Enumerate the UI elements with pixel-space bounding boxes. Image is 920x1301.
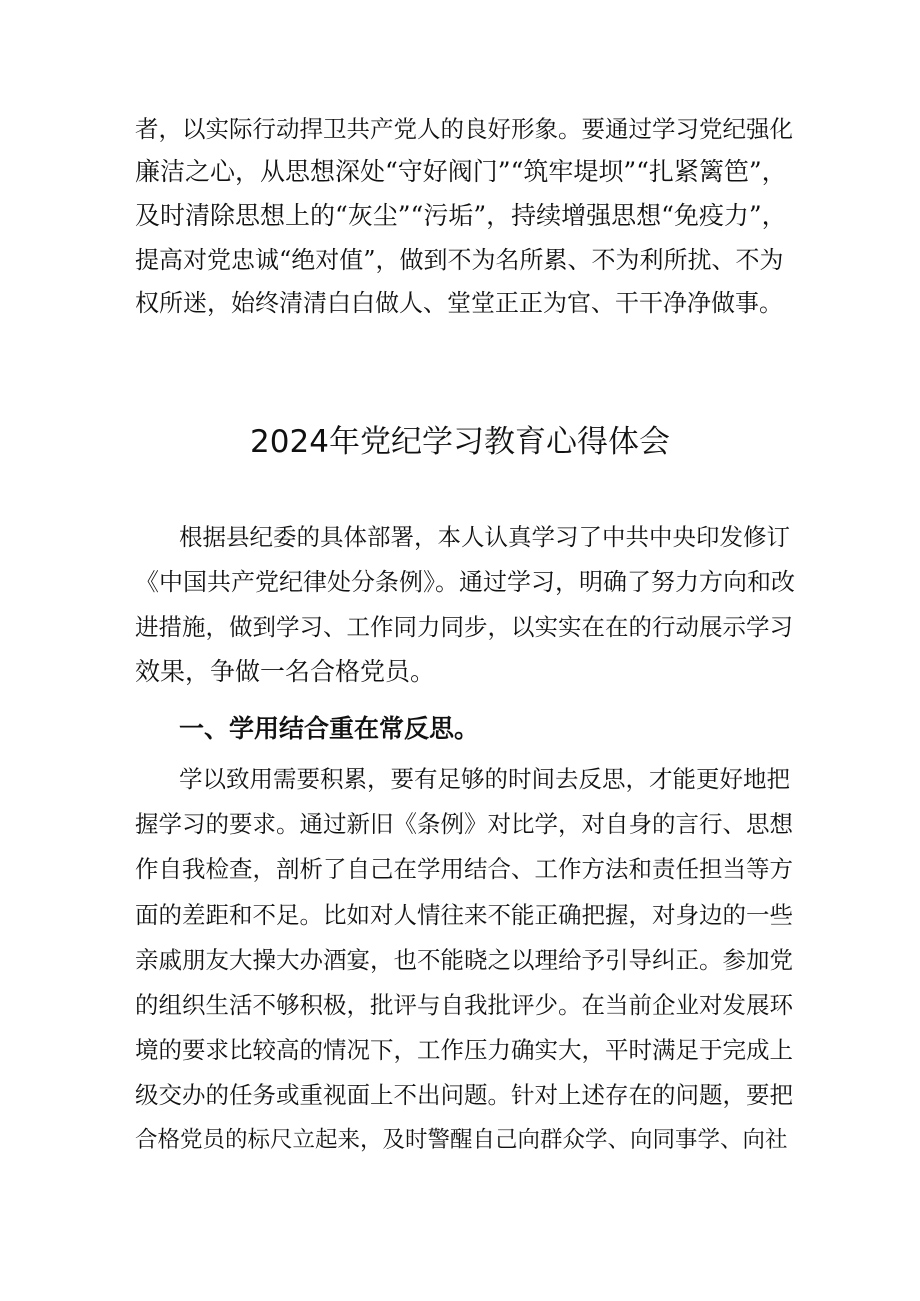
document-title: 2024年党纪学习教育心得体会 xyxy=(250,424,670,460)
section-heading: 一、学用结合重在常反思。 xyxy=(179,714,480,743)
text-line: 者，以实际行动捍卫共产党人的良好形象。要通过学习党纪强化 xyxy=(135,115,793,143)
text-line: 作自我检查，剖析了自己在学用结合、工作方法和责任担当等方 xyxy=(135,855,793,883)
text-line: 进措施，做到学习、工作同力同步，以实实在在的行动展示学习 xyxy=(135,613,793,641)
text-line: 握学习的要求。通过新旧《条例》对比学，对自身的言行、思想 xyxy=(135,810,793,838)
text-line: 根据县纪委的具体部署，本人认真学习了中共中央印发修订 xyxy=(179,523,790,551)
text-line: 廉洁之心，从思想深处“守好阀门”“筑牢堤坝”“扎紧篱笆”， xyxy=(135,157,787,186)
text-line: 《中国共产党纪律处分条例》。通过学习，明确了努力方向和改 xyxy=(135,568,795,596)
text-line: 及时清除思想上的“灰尘”“污垢”，持续增强思想“免疫力”， xyxy=(135,201,787,230)
text-line: 学以致用需要积累，要有足够的时间去反思，才能更好地把 xyxy=(179,765,790,793)
text-line: 效果，争做一名合格党员。 xyxy=(135,657,436,686)
text-line: 亲戚朋友大操大办酒宴，也不能晓之以理给予引导纠正。参加党 xyxy=(135,946,793,974)
text-line: 权所迷，始终清清白白做人、堂堂正正为官、干干净净做事。 xyxy=(135,289,783,317)
text-line: 合格党员的标尺立起来，及时警醒自己向群众学、向同事学、向社 xyxy=(135,1127,788,1153)
text-line: 境的要求比较高的情况下，工作压力确实大，平时满足于完成上 xyxy=(135,1036,793,1064)
text-line: 级交办的任务或重视面上不出问题。针对上述存在的问题，要把 xyxy=(135,1081,793,1109)
text-line: 面的差距和不足。比如对人情往来不能正确把握，对身边的一些 xyxy=(135,901,793,929)
text-line: 的组织生活不够积极，批评与自我批评少。在当前企业对发展环 xyxy=(135,991,793,1019)
text-line: 提高对党忠诚“绝对值”，做到不为名所累、不为利所扰、不为 xyxy=(135,246,784,274)
